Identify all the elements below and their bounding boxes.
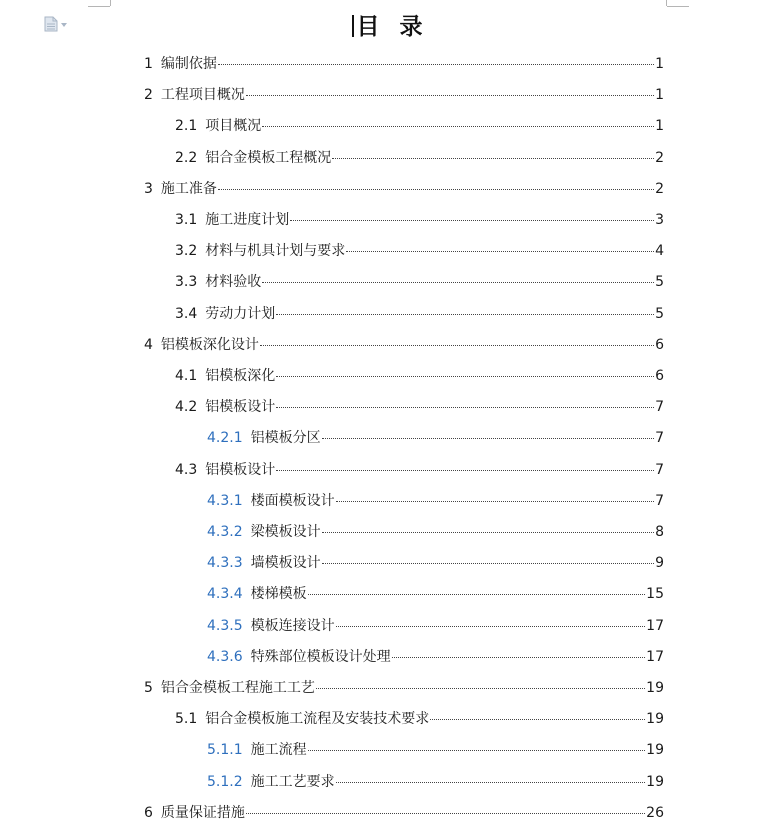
toc-entry-page: 1: [655, 87, 664, 104]
toc-leader-dots: [290, 220, 654, 221]
toc-entry[interactable]: [175, 708, 664, 730]
toc-title: [0, 8, 781, 41]
toc-entry-number: 5.1.2: [207, 773, 243, 790]
toc-leader-dots: [308, 594, 646, 595]
toc-entry-label: 铝合金模板工程施工工艺: [160, 680, 315, 696]
toc-entry[interactable]: [207, 490, 664, 512]
toc-leader-dots: [246, 813, 645, 814]
toc-entry[interactable]: [207, 646, 664, 668]
toc-entry-label: 项目概况: [205, 118, 262, 135]
toc-entry-page: 2: [655, 180, 664, 197]
toc-entry-label: 铝合金模板工程概况: [205, 149, 332, 166]
toc-entry-page: 17: [646, 617, 664, 634]
toc-entry-label: 楼梯模板: [250, 586, 307, 603]
toc-entry-number: 3: [144, 180, 153, 197]
toc-entry-page: 19: [646, 773, 664, 790]
toc-entry-number: 2: [144, 87, 153, 104]
toc-entry-page: 19: [646, 711, 664, 728]
toc-entry[interactable]: [175, 209, 664, 231]
toc-entry[interactable]: [144, 677, 664, 699]
toc-entry[interactable]: [207, 739, 664, 761]
toc-entry-number: 1: [144, 56, 153, 72]
toc-entry-number: 6: [144, 804, 153, 821]
toc-entry-page: 7: [655, 430, 664, 447]
toc-entry-label: 施工流程: [250, 742, 307, 759]
toc-entry[interactable]: [175, 115, 664, 137]
toc-entry-label: 特殊部位模板设计处理: [250, 648, 391, 665]
toc-entry-label: 施工工艺要求: [250, 773, 335, 790]
toc-entry[interactable]: [144, 84, 664, 106]
toc-entry[interactable]: [144, 53, 664, 75]
toc-entry-number: 4.3.1: [207, 492, 243, 509]
toc-entry-page: 4: [655, 243, 664, 260]
toc-leader-dots: [246, 95, 654, 96]
toc-leader-dots: [262, 282, 654, 283]
toc-leader-dots: [308, 750, 646, 751]
toc-entry-label: 劳动力计划: [205, 305, 276, 322]
toc-leader-dots: [276, 470, 654, 471]
toc-entry-page: 19: [646, 742, 664, 759]
toc-leader-dots: [276, 376, 654, 377]
toc-leader-dots: [336, 501, 654, 502]
toc-entry-label: 梁模板设计: [250, 524, 321, 540]
toc-entry[interactable]: [175, 240, 664, 262]
toc-entry[interactable]: [207, 427, 664, 449]
toc-entry-page: 2: [655, 149, 664, 166]
toc-entry-number: 4.3.4: [207, 586, 243, 603]
toc-entry-label: 铝模板设计: [205, 461, 276, 478]
toc-entry-page: 9: [655, 555, 664, 572]
toc-entry-page: 5: [655, 305, 664, 322]
toc-entry-number: 4.1: [175, 368, 198, 384]
toc-entry-number: 5: [144, 680, 153, 696]
toc-entry-label: 铝合金模板施工流程及安装技术要求: [205, 711, 430, 728]
toc-title-text: 目 录: [356, 14, 429, 40]
toc-entry-page: 8: [655, 524, 664, 540]
toc-entry[interactable]: [207, 771, 664, 793]
toc-entry-number: 4.2.1: [207, 430, 243, 447]
toc-entry-number: 4.3.2: [207, 524, 243, 540]
toc-leader-dots: [430, 719, 645, 720]
toc-entry-page: 7: [655, 461, 664, 478]
toc-entry-number: 3.3: [175, 274, 198, 291]
toc-leader-dots: [276, 314, 654, 315]
toc-entry[interactable]: [175, 365, 664, 387]
toc-entry-page: 5: [655, 274, 664, 291]
toc-entry-page: 19: [646, 680, 664, 696]
toc-entry-page: 6: [655, 336, 664, 353]
toc-entry-number: 3.1: [175, 212, 198, 228]
toc-entry-number: 4: [144, 336, 153, 353]
toc-entry-label: 铝模板深化设计: [160, 336, 259, 353]
toc-entry-page: 1: [655, 56, 664, 72]
toc-entry-number: 4.2: [175, 399, 198, 416]
toc-entry-label: 材料与机具计划与要求: [205, 243, 346, 260]
toc-leader-dots: [392, 657, 646, 658]
toc-leader-dots: [322, 438, 654, 439]
toc-entry[interactable]: [175, 147, 664, 169]
toc-entry-label: 模板连接设计: [250, 617, 335, 634]
toc-entry-page: 26: [646, 804, 664, 821]
toc-leader-dots: [262, 126, 654, 127]
toc-entry[interactable]: [207, 615, 664, 637]
toc-entry[interactable]: [175, 271, 664, 293]
toc-entry-label: 墙模板设计: [250, 555, 321, 572]
toc-entry-page: 7: [655, 399, 664, 416]
crop-mark-top-left-h: [88, 6, 110, 7]
text-cursor: [352, 15, 354, 37]
toc-entry-number: 5.1: [175, 711, 198, 728]
toc-entry-number: 3.4: [175, 305, 198, 322]
toc-entry-number: 5.1.1: [207, 742, 243, 759]
toc-entry[interactable]: [175, 459, 664, 481]
toc-entry[interactable]: [207, 521, 664, 543]
toc-entry-label: 编制依据: [160, 56, 217, 72]
toc-entry-number: 4.3.6: [207, 648, 243, 665]
toc-entry-number: 4.3.5: [207, 617, 243, 634]
toc-entry-number: 2.2: [175, 149, 198, 166]
toc-entry-number: 3.2: [175, 243, 198, 260]
toc-entry-number: 4.3: [175, 461, 198, 478]
toc-leader-dots: [316, 688, 645, 689]
crop-mark-top-left: [110, 0, 111, 6]
toc-leader-dots: [346, 251, 654, 252]
toc-entry-label: 质量保证措施: [160, 804, 245, 821]
toc-entry[interactable]: [175, 303, 664, 325]
toc-entry-label: 铝模板设计: [205, 399, 276, 416]
toc-entry-label: 铝模板深化: [205, 368, 276, 384]
toc-entry-label: 楼面模板设计: [250, 492, 335, 509]
toc-leader-dots: [336, 782, 646, 783]
toc-entry-label: 工程项目概况: [160, 87, 245, 104]
toc-leader-dots: [336, 626, 646, 627]
toc-entry-label: 铝模板分区: [250, 430, 321, 447]
toc-leader-dots: [322, 532, 654, 533]
toc-entry-page: 3: [655, 212, 664, 228]
toc-entry-page: 7: [655, 492, 664, 509]
toc-entry-page: 1: [655, 118, 664, 135]
toc-entry[interactable]: [207, 583, 664, 605]
toc-entry-number: 4.3.3: [207, 555, 243, 572]
toc-entry-label: 材料验收: [205, 274, 262, 291]
crop-mark-top-right-h: [667, 6, 689, 7]
toc-leader-dots: [332, 158, 654, 159]
toc-entry-number: 2.1: [175, 118, 198, 135]
toc-entry-label: 施工准备: [160, 180, 217, 197]
toc-entry[interactable]: [175, 396, 664, 418]
toc-leader-dots: [322, 563, 654, 564]
toc-leader-dots: [218, 189, 654, 190]
toc-entry-label: 施工进度计划: [205, 212, 290, 228]
toc-entry-page: 15: [646, 586, 664, 603]
toc-entry[interactable]: [144, 178, 664, 200]
toc-leader-dots: [260, 345, 654, 346]
toc-entry[interactable]: [207, 552, 664, 574]
toc-leader-dots: [218, 64, 654, 65]
toc-entry[interactable]: [144, 802, 664, 824]
toc-leader-dots: [276, 407, 654, 408]
toc-entry[interactable]: [144, 334, 664, 356]
toc-entry-page: 6: [655, 368, 664, 384]
toc-entry-page: 17: [646, 648, 664, 665]
